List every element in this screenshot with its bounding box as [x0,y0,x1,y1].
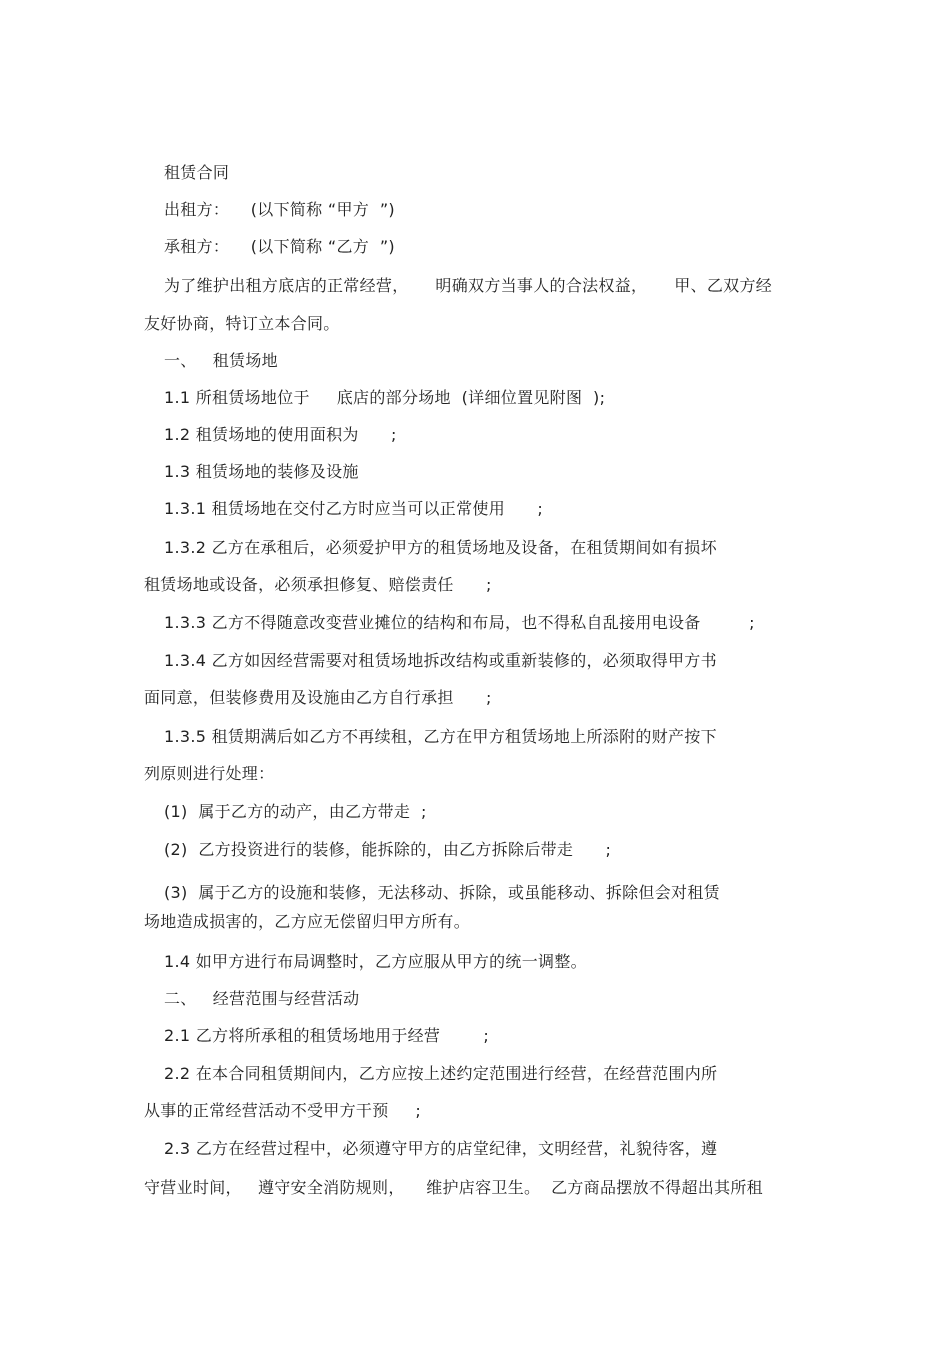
list-item: (1) 属于乙方的动产，由乙方带走 ; [164,802,427,821]
clause-line: 1.4 如甲方进行布局调整时，乙方应服从甲方的统一调整。 [164,952,587,971]
clause-line: 2.1 乙方将所承租的租赁场地用于经营 ; [164,1026,490,1045]
clause-line: 列原则进行处理： [144,764,275,783]
list-item: 场地造成损害的，乙方应无偿留归甲方所有。 [144,912,471,931]
clause-line: 1.3.5 租赁期满后如乙方不再续租，乙方在甲方租赁场地上所添附的财产按下 [164,727,717,746]
section-heading: 一、 租赁场地 [164,351,278,370]
clause-line: 1.3 租赁场地的装修及设施 [164,462,359,481]
list-item: (3) 属于乙方的设施和装修，无法移动、拆除，或虽能移动、拆除但会对租赁 [164,883,720,902]
section-heading: 二、 经营范围与经营活动 [164,989,360,1008]
clause-line: 1.1 所租赁场地位于 底店的部分场地 (详细位置见附图 ); [164,388,606,407]
lessor-line: 出租方： (以下简称 “甲方 ”) [164,200,395,219]
clause-line: 2.2 在本合同租赁期间内，乙方应按上述约定范围进行经营，在经营范围内所 [164,1064,718,1083]
clause-line: 租赁场地或设备，必须承担修复、赔偿责任 ; [144,575,492,594]
clause-line: 1.3.1 租赁场地在交付乙方时应当可以正常使用 ; [164,499,544,518]
document-title: 租赁合同 [164,163,230,182]
paragraph-line: 为了维护出租方底店的正常经营， 明确双方当事人的合法权益， 甲、乙双方经 [164,276,773,295]
clause-line: 1.3.4 乙方如因经营需要对租赁场地拆改结构或重新装修的，必须取得甲方书 [164,651,717,670]
clause-line: 2.3 乙方在经营过程中，必须遵守甲方的店堂纪律，文明经营，礼貌待客，遵 [164,1139,718,1158]
clause-line: 面同意，但装修费用及设施由乙方自行承担 ; [144,688,492,707]
clause-line: 1.3.3 乙方不得随意改变营业摊位的结构和布局，也不得私自乱接用电设备 ; [164,613,755,632]
lessee-line: 承租方： (以下简称 “乙方 ”) [164,237,395,256]
clause-line: 守营业时间， 遵守安全消防规则， 维护店容卫生。 乙方商品摆放不得超出其所租 [144,1178,763,1197]
paragraph-line: 友好协商，特订立本合同。 [144,314,340,333]
list-item: (2) 乙方投资进行的装修，能拆除的，由乙方拆除后带走 ; [164,840,612,859]
clause-line: 1.3.2 乙方在承租后，必须爱护甲方的租赁场地及设备，在租赁期间如有损坏 [164,538,717,557]
clause-line: 从事的正常经营活动不受甲方干预 ; [144,1101,422,1120]
clause-line: 1.2 租赁场地的使用面积为 ; [164,425,397,444]
